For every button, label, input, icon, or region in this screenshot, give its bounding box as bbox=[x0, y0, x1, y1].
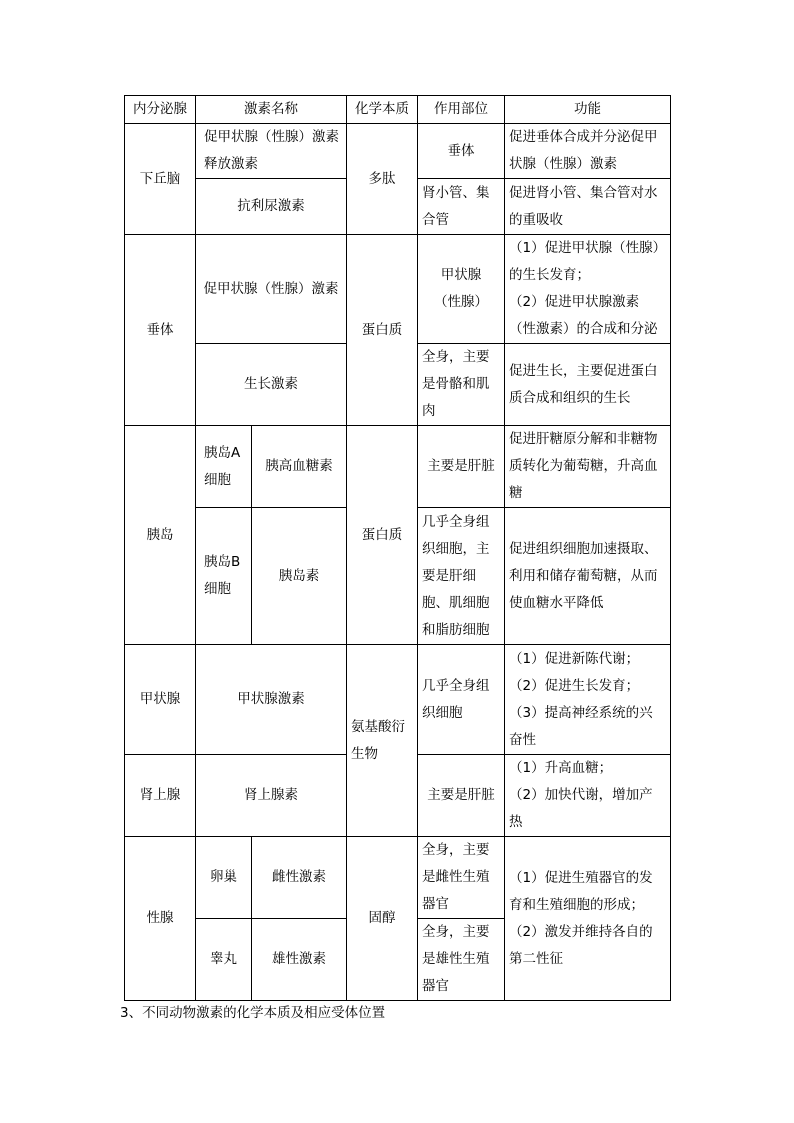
function-sex-hormone bbox=[505, 837, 671, 1001]
function-thyroxine-1: （1）促进新陈代谢； bbox=[509, 650, 640, 667]
site-insulin: 几乎全身组织细胞，主要是肝细胞、肌细胞和脂肪细胞 bbox=[418, 508, 505, 645]
hormone-insulin: 胰岛素 bbox=[252, 508, 347, 645]
function-thyroxine-2: （2）促进生长发育； bbox=[509, 677, 640, 694]
site-adh: 肾小管、集合管 bbox=[418, 179, 505, 235]
site-thyroxine: 几乎全身组织细胞 bbox=[418, 645, 505, 755]
nature-pituitary: 蛋白质 bbox=[347, 235, 418, 426]
hormone-table bbox=[124, 95, 671, 1001]
table-row bbox=[125, 235, 671, 344]
gland-gonad: 性腺 bbox=[125, 837, 196, 1001]
cell-b: 胰岛B细胞 bbox=[196, 508, 252, 645]
site-trh: 垂体 bbox=[418, 124, 505, 179]
table-row bbox=[125, 645, 671, 755]
function-adh: 促进肾小管、集合管对水的重吸收 bbox=[505, 179, 671, 235]
function-tsh bbox=[505, 235, 671, 344]
hormone-androgen: 雄性激素 bbox=[252, 919, 347, 1001]
header-function: 功能 bbox=[505, 96, 671, 124]
header-gland: 内分泌腺 bbox=[125, 96, 196, 124]
hormone-tsh: 促甲状腺（性腺）激素 bbox=[196, 235, 347, 344]
header-site: 作用部位 bbox=[418, 96, 505, 124]
function-thyroxine bbox=[505, 645, 671, 755]
nature-gonad: 固醇 bbox=[347, 837, 418, 1001]
hormone-thyroxine: 甲状腺激素 bbox=[196, 645, 347, 755]
site-gh: 全身，主要是骨骼和肌肉 bbox=[418, 344, 505, 426]
table-row bbox=[125, 124, 671, 179]
hormone-adrenaline: 肾上腺素 bbox=[196, 755, 347, 837]
nature-amino: 氨基酸衍生物 bbox=[347, 645, 418, 837]
organ-ovary: 卵巢 bbox=[196, 837, 252, 919]
function-sex-hormone-1: （1）促进生殖器官的发育和生殖细胞的形成； bbox=[509, 869, 653, 913]
nature-islet: 蛋白质 bbox=[347, 426, 418, 645]
header-hormone: 激素名称 bbox=[196, 96, 347, 124]
function-glucagon: 促进肝糖原分解和非糖物质转化为葡萄糖，升高血糖 bbox=[505, 426, 671, 508]
cell-a: 胰岛A细胞 bbox=[196, 426, 252, 508]
gland-hypothalamus: 下丘脑 bbox=[125, 124, 196, 235]
function-insulin: 促进组织细胞加速摄取、利用和储存葡萄糖，从而使血糖水平降低 bbox=[505, 508, 671, 645]
site-androgen: 全身，主要是雄性生殖器官 bbox=[418, 919, 505, 1001]
hormone-estrogen: 雌性激素 bbox=[252, 837, 347, 919]
section-note: 3、不同动物激素的化学本质及相应受体位置 bbox=[120, 1005, 386, 1021]
site-tsh: 甲状腺（性腺） bbox=[418, 235, 505, 344]
hormone-gh: 生长激素 bbox=[196, 344, 347, 426]
gland-thyroid: 甲状腺 bbox=[125, 645, 196, 755]
function-sex-hormone-2: （2）激发并维持各自的第二性征 bbox=[509, 923, 653, 967]
table-row bbox=[125, 837, 671, 919]
gland-pituitary: 垂体 bbox=[125, 235, 196, 426]
hormone-trh: 促甲状腺（性腺）激素释放激素 bbox=[196, 124, 347, 179]
function-tsh-1: （1）促进甲状腺（性腺）的生长发育； bbox=[509, 240, 660, 283]
gland-islet: 胰岛 bbox=[125, 426, 196, 645]
function-tsh-2: （2）促进甲状腺激素（性激素）的合成和分泌 bbox=[509, 294, 658, 337]
nature-hypothalamus: 多肽 bbox=[347, 124, 418, 235]
function-gh: 促进生长，主要促进蛋白质合成和组织的生长 bbox=[505, 344, 671, 426]
site-adrenaline: 主要是肝脏 bbox=[418, 755, 505, 837]
hormone-glucagon: 胰高血糖素 bbox=[252, 426, 347, 508]
function-adrenaline-1: （1）升高血糖； bbox=[509, 760, 613, 776]
gland-adrenal: 肾上腺 bbox=[125, 755, 196, 837]
function-adrenaline-2: （2）加快代谢，增加产热 bbox=[509, 787, 653, 830]
table-row bbox=[125, 426, 671, 508]
site-glucagon: 主要是肝脏 bbox=[418, 426, 505, 508]
organ-testis: 睾丸 bbox=[196, 919, 252, 1001]
header-nature: 化学本质 bbox=[347, 96, 418, 124]
hormone-adh: 抗利尿激素 bbox=[196, 179, 347, 235]
function-adrenaline bbox=[505, 755, 671, 837]
header-row bbox=[125, 96, 671, 124]
site-estrogen: 全身，主要是雌性生殖器官 bbox=[418, 837, 505, 919]
function-thyroxine-3: （3）提高神经系统的兴奋性 bbox=[509, 704, 653, 748]
function-trh: 促进垂体合成并分泌促甲状腺（性腺）激素 bbox=[505, 124, 671, 179]
